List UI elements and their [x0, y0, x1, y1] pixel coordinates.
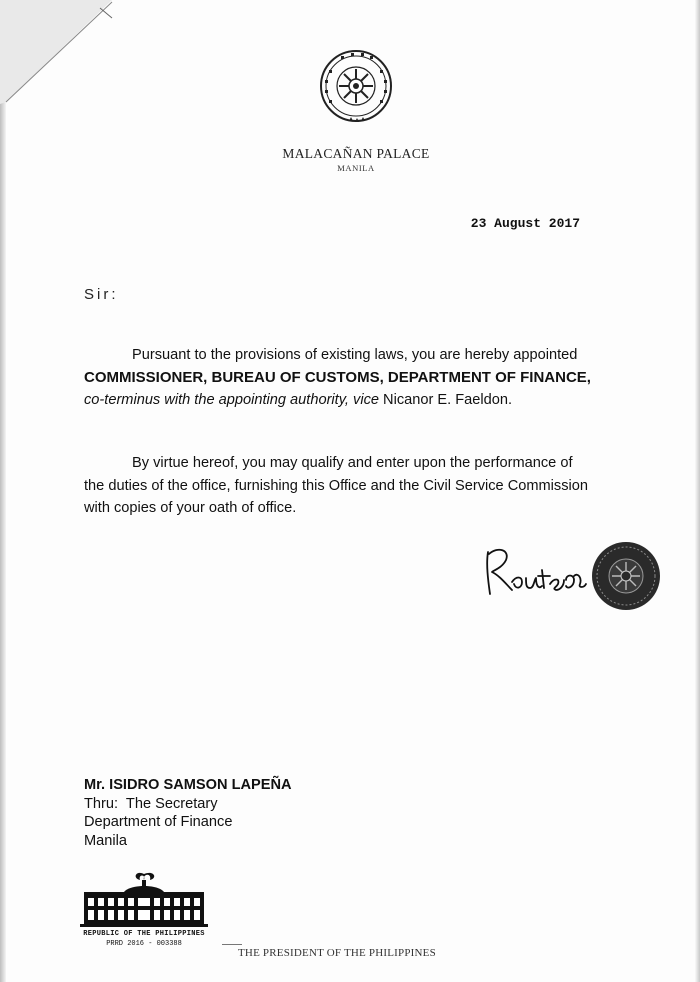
malacanang-building-icon	[80, 868, 208, 928]
addressee-city: Manila	[84, 832, 127, 849]
appointment-paragraph	[84, 344, 592, 412]
reference-number: PRRD 2016 - 003388	[106, 940, 182, 948]
appointment-position: COMMISSIONER, BUREAU OF CUSTOMS, DEPARTMENT OF FINANCE,	[84, 368, 591, 386]
letter-date: 23 August 2017	[470, 216, 580, 231]
appointment-lead: Pursuant to the provisions of existing laws, you are hereby appointed	[132, 347, 578, 363]
appointment-tail	[84, 389, 592, 412]
handwritten-signature	[482, 540, 590, 602]
addressee-thru: Thru: The Secretary	[84, 795, 218, 812]
addressee-block	[84, 776, 292, 850]
salutation: Sir:	[84, 286, 119, 303]
presidential-seal-icon	[317, 48, 395, 128]
appointment-tail-italic: co-terminus with the appointing authority, vice	[84, 392, 379, 408]
palace-name: MALACAÑAN PALACE	[282, 146, 430, 161]
predecessor-name: Nicanor E. Faeldon.	[379, 392, 513, 408]
palace-city: MANILA	[337, 163, 375, 173]
addressee-name: Mr. ISIDRO SAMSON LAPEÑA	[84, 777, 292, 793]
president-title: THE PRESIDENT OF THE PHILIPPINES	[238, 947, 436, 959]
republic-label: REPUBLIC OF THE PHILIPPINES	[83, 930, 205, 938]
instructions-paragraph	[84, 452, 592, 520]
page-edge-left	[0, 0, 6, 982]
footer-rule	[222, 944, 242, 945]
folded-corner-shadow	[0, 0, 120, 105]
addressee-department: Department of Finance	[84, 814, 233, 830]
instructions-text: By virtue hereof, you may qualify and enter upon the performance of the duties of the office, furnishing this Office and the Civil Service Commission with copies of your oath of office.	[84, 455, 588, 516]
dry-seal-stamp	[590, 540, 662, 612]
page-edge-right	[695, 0, 700, 982]
